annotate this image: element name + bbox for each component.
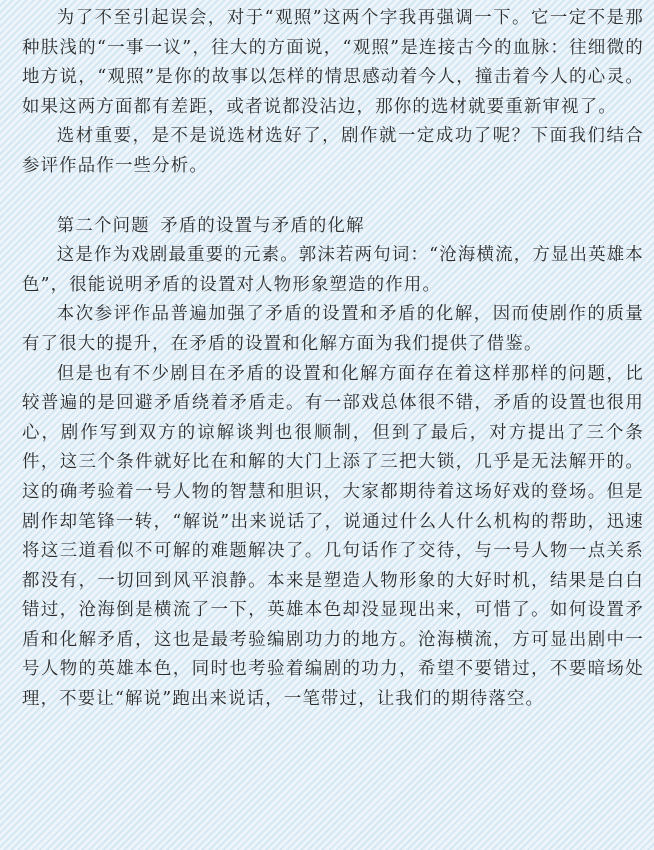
section-heading-title: 矛盾的设置与矛盾的化解 [160,215,365,236]
body-paragraph: 但是也有不少剧目在矛盾的设置和化解方面存在着这样那样的问题，比较普遍的是回避矛盾绕着矛盾走。有一部戏总体很不错，矛盾的设置也很用心，剧作写到双方的谅解谈判也很顺制，但到了最后，对方提出了三个条件，这三个条件就好比在和解的大门上添了三把大锁，几乎是无法解开的。这的确考验着一号人物的智慧和胆识，大家都期待着这场好戏的登场。但是剧作却笔锋一转，“解说”出来说话了，说通过什么人什么机构的帮助，迅速将这三道看似不可解的难题解决了。几句话作了交待，与一号人物一点关系都没有，一切回到风平浪静。本来是塑造人物形象的大好时机，结果是白白错过，沧海倒是横流了一下，英雄本色却没显现出来，可惜了。如何设置矛盾和化解矛盾，这也是最考验编剧功力的地方。沧海横流，方可显出剧中一号人物的英雄本色，同时也考验着编剧的功力，希望不要错过，不要暗场处理，不要让“解说”跑出来说话，一笔带过，让我们的期待落空。 [22,363,644,710]
section-heading [22,212,644,242]
body-paragraph: 为了不至引起误会，对于“观照”这两个字我再强调一下。它一定不是那种肤浅的“一事一议”，往大的方面说，“观照”是连接古今的血脉：往细微的地方说，“观照”是你的故事以怎样的情思感动着今人，撞击着今人的心灵。如果这两方面都有差距，或者说都没沾边，那你的选材就要重新审视了。 [22,8,644,117]
body-paragraph: 这是作为戏剧最重要的元素。郭沫若两句词：“沧海横流，方显出英雄本色”，很能说明矛盾的设置对人物形象塑造的作用。 [22,245,644,295]
body-paragraph: 本次参评作品普遍加强了矛盾的设置和矛盾的化解，因而使剧作的质量有了很大的提升，在矛盾的设置和化解方面为我们提供了借鉴。 [22,304,644,354]
section-heading-number: 第二个问题 [56,215,150,236]
body-paragraph: 选材重要，是不是说选材选好了，剧作就一定成功了呢？下面我们结合参评作品作一些分析。 [22,126,644,176]
section-spacer [22,182,644,212]
